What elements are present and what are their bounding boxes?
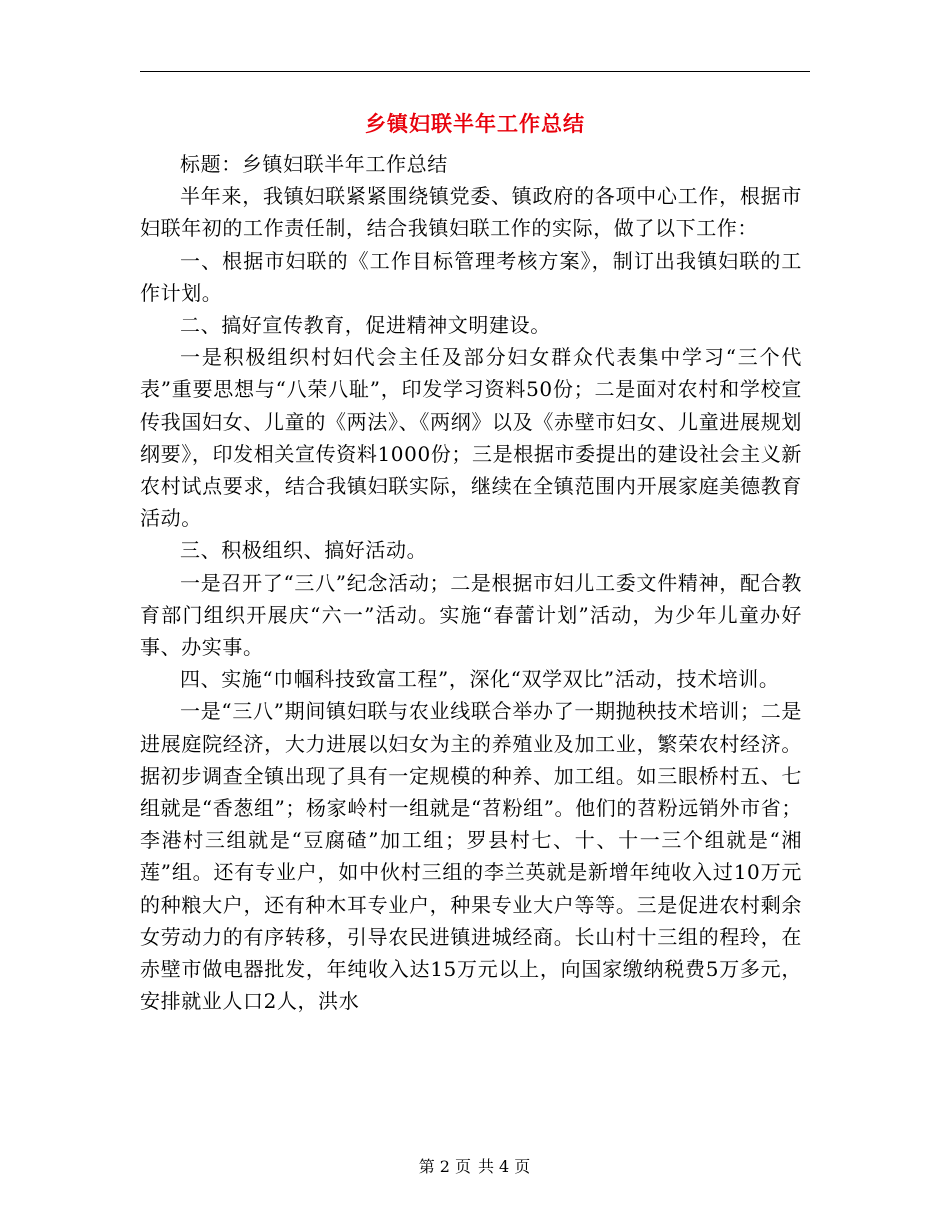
paragraph-section-4-body: 一是“三八”期间镇妇联与农业线联合举办了一期抛秧技术培训；二是进展庭院经济，大力进展以妇女为主的养殖业及加工业，繁荣农村经济。据初步调查全镇出现了具有一定规模的种养、加工组。如三眼桥村五、七组就是“香葱组”；杨家岭村一组就是“苕粉组”。他们的苕粉远销外市省；李港村三组就是“豆腐碴”加工组；罗县村七、十、十一三个组就是“湘莲”组。还有专业户，如中伙村三组的李兰英就是新增年纯收入过10万元的种粮大户，还有种木耳专业户，种果专业大户等等。三是促进农村剩余女劳动力的有序转移，引导农民进镇进城经商。长山村十三组的程玲，在赤壁市做电器批发，年纯收入达15万元以上，向国家缴纳税费5万多元，安排就业人口2人，洪水: [140, 699, 802, 1014]
paragraph-section-3-heading: 三、积极组织、搞好活动。: [180, 538, 428, 563]
footer-total-pages: 4: [499, 1157, 511, 1176]
paragraph-section-3-body: 一是召开了“三八”纪念活动；二是根据市妇儿工委文件精神，配合教育部门组织开展庆“六一”活动。实施“春蕾计划”活动，为少年儿童办好事、办实事。: [140, 570, 802, 660]
document-title: 乡镇妇联半年工作总结: [365, 111, 585, 136]
footer-suffix: 页: [514, 1157, 532, 1176]
paragraph-section-1: 一、根据市妇联的《工作目标管理考核方案》，制订出我镇妇联的工作计划。: [140, 248, 802, 305]
paragraph-section-4-heading: 四、实施“巾帼科技致富工程”，深化“双学双比”活动，技术培训。: [180, 667, 780, 692]
header-rule: [140, 71, 810, 72]
document-body: [140, 148, 802, 1017]
footer-mid: 页 共: [454, 1157, 496, 1176]
paragraph-intro: 半年来，我镇妇联紧紧围绕镇党委、镇政府的各项中心工作，根据市妇联年初的工作责任制，结合我镇妇联工作的实际，做了以下工作：: [140, 184, 802, 241]
footer-current-page: 2: [439, 1157, 451, 1176]
paragraph-section-2-heading: 二、搞好宣传教育，促进精神文明建设。: [180, 313, 551, 338]
paragraph-heading-line: 标题：乡镇妇联半年工作总结: [180, 152, 448, 176]
footer-prefix: 第: [418, 1157, 436, 1176]
page-footer: [0, 1154, 950, 1177]
paragraph-section-2-body: 一是积极组织村妇代会主任及部分妇女群众代表集中学习“三个代表”重要思想与“八荣八耻”，印发学习资料50份；二是面对农村和学校宣传我国妇女、儿童的《两法》、《两纲》以及《赤壁市妇女、儿童进展规划纲要》，印发相关宣传资料1000份；三是根据市委提出的建设社会主义新农村试点要求，结合我镇妇联实际，继续在全镇范围内开展家庭美德教育活动。: [140, 345, 802, 531]
